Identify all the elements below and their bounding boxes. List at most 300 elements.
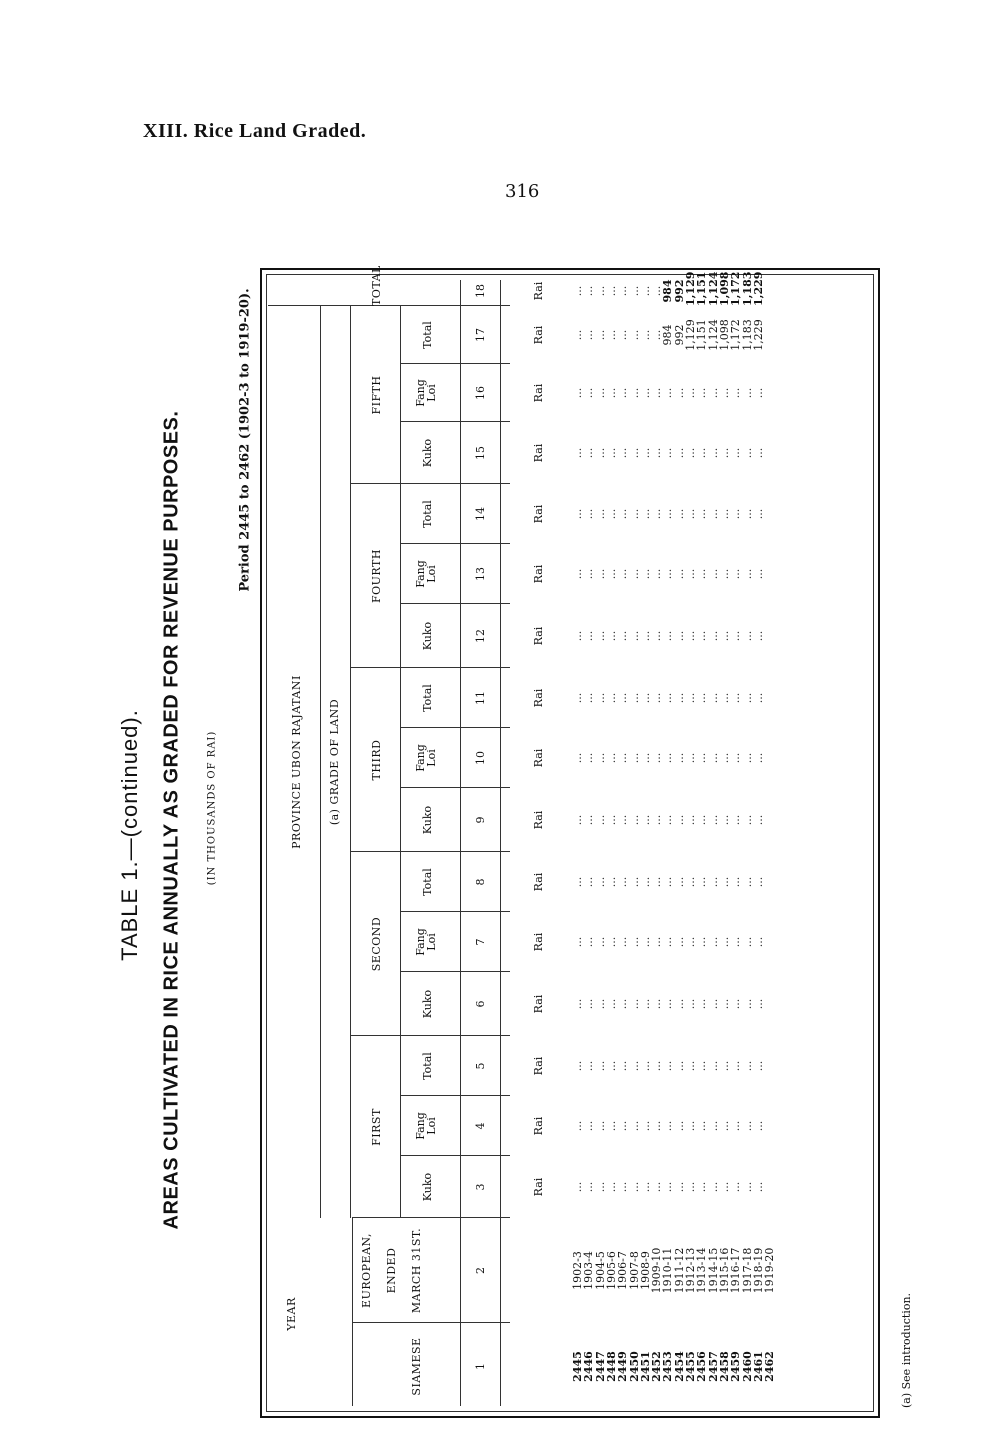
empty-cell: ... <box>571 692 584 704</box>
grand-total-value: 1,129 <box>684 271 697 306</box>
siamese-year: 2459 <box>729 1351 743 1382</box>
column-number: 6 <box>474 1000 487 1008</box>
empty-cell: ... <box>706 814 720 826</box>
column-number: 15 <box>474 446 487 460</box>
empty-cell: ... <box>627 630 641 642</box>
rule-line <box>400 971 510 972</box>
empty-cell: ... <box>604 752 618 764</box>
siamese-header: SIAMESE <box>410 1337 423 1396</box>
european-year: 1913-14 <box>695 1247 709 1294</box>
european-year: 1916-17 <box>729 1247 743 1294</box>
empty-cell: ... <box>672 1181 686 1193</box>
empty-cell: ... <box>582 1060 596 1072</box>
column-number: 12 <box>474 629 487 643</box>
empty-cell: ... <box>695 692 709 704</box>
empty-cell: ... <box>571 387 584 399</box>
empty-cell: ... <box>684 752 697 764</box>
province-header: PROVINCE UBON RAJATANI <box>290 675 303 849</box>
empty-cell: ... <box>751 752 765 764</box>
fifth-total-value: 1,229 <box>751 319 765 351</box>
empty-cell: ... <box>616 752 630 764</box>
empty-cell: ... <box>751 387 765 399</box>
empty-cell: ... <box>706 752 720 764</box>
empty-cell: ... <box>593 814 607 826</box>
rule-line <box>400 421 510 422</box>
empty-cell: ... <box>751 630 765 642</box>
european-header-1: EUROPEAN, <box>360 1233 373 1308</box>
empty-cell: ... <box>627 876 641 888</box>
column-number: 4 <box>474 1122 487 1130</box>
empty-cell: ... <box>751 447 765 459</box>
rule-line <box>400 363 510 364</box>
empty-cell: ... <box>740 936 754 948</box>
empty-cell: ... <box>706 998 720 1010</box>
empty-cell: ... <box>616 998 630 1010</box>
grade-second: SECOND <box>370 916 383 972</box>
siamese-year: 2456 <box>695 1351 709 1382</box>
empty-cell: ... <box>706 630 720 642</box>
grade-header: (a) GRADE OF LAND <box>328 698 341 826</box>
european-year: 1908-9 <box>638 1251 652 1290</box>
empty-cell: ... <box>661 568 675 580</box>
empty-cell: ... <box>706 387 720 399</box>
unit-label: Rai <box>532 564 545 584</box>
subheader-kuko: Kuko <box>421 805 434 835</box>
fifth-total-value: ... <box>638 329 652 341</box>
empty-cell: ... <box>616 814 630 826</box>
column-number: 1 <box>474 1363 487 1370</box>
empty-cell: ... <box>582 936 596 948</box>
empty-cell: ... <box>729 936 743 948</box>
fifth-total-value: ... <box>593 329 607 341</box>
empty-cell: ... <box>661 936 675 948</box>
empty-cell: ... <box>751 998 765 1010</box>
rule-line <box>460 280 461 1406</box>
empty-cell: ... <box>616 1060 630 1072</box>
grand-total-value: 1,151 <box>695 271 709 306</box>
empty-cell: ... <box>604 1181 618 1193</box>
empty-cell: ... <box>684 508 697 520</box>
empty-cell: ... <box>717 936 731 948</box>
column-number: 18 <box>474 284 487 298</box>
empty-cell: ... <box>706 508 720 520</box>
unit-label: Rai <box>532 1056 545 1076</box>
fifth-total-value: ... <box>582 329 596 341</box>
grand-total-value: 1,124 <box>706 271 720 306</box>
empty-cell: ... <box>604 998 618 1010</box>
empty-cell: ... <box>751 876 765 888</box>
fifth-total-value: 984 <box>661 324 675 346</box>
empty-cell: ... <box>684 568 697 580</box>
empty-cell: ... <box>717 508 731 520</box>
unit-label: Rai <box>532 1177 545 1197</box>
empty-cell: ... <box>695 568 709 580</box>
empty-cell: ... <box>650 630 664 642</box>
fifth-total-value: ... <box>650 329 664 341</box>
empty-cell: ... <box>627 508 641 520</box>
fifth-total-value: 1,172 <box>729 319 743 351</box>
empty-cell: ... <box>582 692 596 704</box>
grand-total-value: ... <box>582 285 596 297</box>
siamese-year: 2458 <box>717 1351 731 1382</box>
empty-cell: ... <box>751 1181 765 1193</box>
subheader-fang-loi: Fang Loi <box>414 928 438 956</box>
empty-cell: ... <box>593 387 607 399</box>
column-number: 16 <box>474 386 487 400</box>
column-number: 11 <box>474 691 487 705</box>
european-year: 1911-12 <box>672 1247 686 1294</box>
empty-cell: ... <box>593 1181 607 1193</box>
empty-cell: ... <box>684 1060 697 1072</box>
empty-cell: ... <box>582 876 596 888</box>
unit-note: (IN THOUSANDS OF RAI) <box>206 730 218 886</box>
total-header: TOTAL <box>370 265 383 306</box>
subheader-fang-loi: Fang Loi <box>414 560 438 588</box>
empty-cell: ... <box>593 1120 607 1132</box>
empty-cell: ... <box>672 387 686 399</box>
year-header: YEAR <box>285 1297 298 1331</box>
empty-cell: ... <box>729 998 743 1010</box>
empty-cell: ... <box>616 936 630 948</box>
siamese-year: 2445 <box>571 1351 584 1382</box>
empty-cell: ... <box>593 1060 607 1072</box>
empty-cell: ... <box>672 1060 686 1072</box>
empty-cell: ... <box>706 1060 720 1072</box>
empty-cell: ... <box>604 508 618 520</box>
european-year: 1914-15 <box>706 1247 720 1294</box>
empty-cell: ... <box>582 447 596 459</box>
empty-cell: ... <box>582 568 596 580</box>
empty-cell: ... <box>604 568 618 580</box>
empty-cell: ... <box>650 1181 664 1193</box>
empty-cell: ... <box>717 568 731 580</box>
empty-cell: ... <box>729 814 743 826</box>
empty-cell: ... <box>661 630 675 642</box>
european-year: 1915-16 <box>717 1247 731 1294</box>
empty-cell: ... <box>695 508 709 520</box>
empty-cell: ... <box>650 936 664 948</box>
subheader-fang-loi: Fang Loi <box>414 744 438 772</box>
rule-line <box>400 911 510 912</box>
empty-cell: ... <box>695 752 709 764</box>
empty-cell: ... <box>684 1120 697 1132</box>
grade-fourth: FOURTH <box>370 549 383 603</box>
empty-cell: ... <box>593 752 607 764</box>
empty-cell: ... <box>729 630 743 642</box>
siamese-year: 2454 <box>672 1351 686 1382</box>
empty-cell: ... <box>661 1181 675 1193</box>
empty-cell: ... <box>571 936 584 948</box>
subheader-kuko: Kuko <box>421 438 434 468</box>
empty-cell: ... <box>571 876 584 888</box>
empty-cell: ... <box>729 1060 743 1072</box>
empty-cell: ... <box>593 936 607 948</box>
grand-total-value: ... <box>650 285 664 297</box>
subheader-total: Total <box>421 1052 434 1080</box>
empty-cell: ... <box>740 508 754 520</box>
empty-cell: ... <box>717 692 731 704</box>
european-year: 1918-19 <box>751 1247 765 1294</box>
empty-cell: ... <box>604 630 618 642</box>
rule-line <box>400 787 510 788</box>
empty-cell: ... <box>717 447 731 459</box>
empty-cell: ... <box>627 692 641 704</box>
empty-cell: ... <box>684 630 697 642</box>
empty-cell: ... <box>571 814 584 826</box>
empty-cell: ... <box>582 814 596 826</box>
empty-cell: ... <box>740 1181 754 1193</box>
empty-cell: ... <box>638 936 652 948</box>
empty-cell: ... <box>672 508 686 520</box>
grand-total-value: ... <box>627 285 641 297</box>
fifth-total-value: 992 <box>672 324 686 346</box>
subheader-total: Total <box>421 684 434 712</box>
empty-cell: ... <box>593 568 607 580</box>
siamese-year: 2446 <box>582 1351 596 1382</box>
empty-cell: ... <box>729 387 743 399</box>
empty-cell: ... <box>717 387 731 399</box>
empty-cell: ... <box>627 752 641 764</box>
siamese-year: 2461 <box>751 1351 765 1382</box>
empty-cell: ... <box>627 1120 641 1132</box>
empty-cell: ... <box>661 998 675 1010</box>
empty-cell: ... <box>604 692 618 704</box>
empty-cell: ... <box>672 998 686 1010</box>
empty-cell: ... <box>627 1060 641 1072</box>
empty-cell: ... <box>729 568 743 580</box>
siamese-year: 2449 <box>616 1351 630 1382</box>
empty-cell: ... <box>650 752 664 764</box>
empty-cell: ... <box>706 447 720 459</box>
column-number: 17 <box>474 328 487 342</box>
fifth-total-value: ... <box>571 329 584 341</box>
subheader-fang-loi: Fang Loi <box>414 1112 438 1140</box>
subheader-total: Total <box>421 868 434 896</box>
empty-cell: ... <box>604 876 618 888</box>
empty-cell: ... <box>604 1120 618 1132</box>
column-number: 3 <box>474 1183 487 1191</box>
european-header-3: MARCH 31ST. <box>410 1227 423 1314</box>
grand-total-value: ... <box>571 285 584 297</box>
empty-cell: ... <box>638 1060 652 1072</box>
empty-cell: ... <box>717 630 731 642</box>
empty-cell: ... <box>638 752 652 764</box>
empty-cell: ... <box>616 508 630 520</box>
empty-cell: ... <box>650 1060 664 1072</box>
empty-cell: ... <box>684 387 697 399</box>
empty-cell: ... <box>672 752 686 764</box>
european-year: 1903-4 <box>582 1251 596 1290</box>
empty-cell: ... <box>751 936 765 948</box>
fifth-total-value: 1,183 <box>740 319 754 351</box>
rule-line <box>500 280 501 1406</box>
empty-cell: ... <box>740 447 754 459</box>
empty-cell: ... <box>627 936 641 948</box>
european-year: 1907-8 <box>627 1251 641 1290</box>
empty-cell: ... <box>740 1060 754 1072</box>
empty-cell: ... <box>582 1181 596 1193</box>
empty-cell: ... <box>571 447 584 459</box>
empty-cell: ... <box>582 508 596 520</box>
table-title: TABLE 1.—(continued). <box>117 709 142 961</box>
european-year: 1910-11 <box>661 1247 675 1294</box>
empty-cell: ... <box>740 630 754 642</box>
empty-cell: ... <box>717 814 731 826</box>
empty-cell: ... <box>627 447 641 459</box>
empty-cell: ... <box>604 447 618 459</box>
unit-label: Rai <box>532 932 545 952</box>
grand-total-value: ... <box>593 285 607 297</box>
empty-cell: ... <box>638 692 652 704</box>
period-label: Period 2445 to 2462 (1902-3 to 1919-20). <box>237 288 253 592</box>
empty-cell: ... <box>571 1181 584 1193</box>
empty-cell: ... <box>751 568 765 580</box>
column-number: 8 <box>474 878 487 886</box>
empty-cell: ... <box>661 814 675 826</box>
unit-label: Rai <box>532 688 545 708</box>
empty-cell: ... <box>627 387 641 399</box>
subheader-kuko: Kuko <box>421 621 434 651</box>
section-heading: XIII. Rice Land Graded. <box>143 120 367 142</box>
empty-cell: ... <box>740 876 754 888</box>
empty-cell: ... <box>661 752 675 764</box>
column-number: 10 <box>474 751 487 765</box>
empty-cell: ... <box>627 1181 641 1193</box>
empty-cell: ... <box>672 568 686 580</box>
empty-cell: ... <box>729 876 743 888</box>
empty-cell: ... <box>593 508 607 520</box>
empty-cell: ... <box>672 814 686 826</box>
european-year: 1919-20 <box>763 1247 777 1294</box>
empty-cell: ... <box>616 1181 630 1193</box>
empty-cell: ... <box>638 1181 652 1193</box>
empty-cell: ... <box>616 630 630 642</box>
empty-cell: ... <box>650 814 664 826</box>
empty-cell: ... <box>638 630 652 642</box>
empty-cell: ... <box>650 508 664 520</box>
empty-cell: ... <box>729 508 743 520</box>
empty-cell: ... <box>684 936 697 948</box>
european-year: 1906-7 <box>616 1251 630 1290</box>
empty-cell: ... <box>729 1181 743 1193</box>
empty-cell: ... <box>695 998 709 1010</box>
fifth-total-value: ... <box>604 329 618 341</box>
european-year: 1912-13 <box>684 1247 697 1294</box>
empty-cell: ... <box>638 876 652 888</box>
empty-cell: ... <box>672 692 686 704</box>
unit-label: Rai <box>532 872 545 892</box>
empty-cell: ... <box>571 752 584 764</box>
empty-cell: ... <box>593 447 607 459</box>
empty-cell: ... <box>604 387 618 399</box>
fifth-total-value: ... <box>616 329 630 341</box>
empty-cell: ... <box>695 814 709 826</box>
empty-cell: ... <box>740 1120 754 1132</box>
empty-cell: ... <box>684 998 697 1010</box>
european-year: 1909-10 <box>650 1247 664 1294</box>
siamese-year: 2455 <box>684 1351 697 1382</box>
siamese-year: 2462 <box>763 1351 777 1382</box>
rule-line <box>400 543 510 544</box>
empty-cell: ... <box>717 1120 731 1132</box>
empty-cell: ... <box>582 630 596 642</box>
siamese-year: 2448 <box>604 1351 618 1382</box>
empty-cell: ... <box>740 752 754 764</box>
european-year: 1917-18 <box>740 1247 754 1294</box>
empty-cell: ... <box>684 692 697 704</box>
empty-cell: ... <box>706 1120 720 1132</box>
rule-line <box>400 1155 510 1156</box>
rule-line <box>320 306 321 1218</box>
empty-cell: ... <box>638 508 652 520</box>
empty-cell: ... <box>638 814 652 826</box>
empty-cell: ... <box>684 1181 697 1193</box>
rotated-table <box>260 265 913 1418</box>
grand-total-value: 1,229 <box>751 271 765 306</box>
empty-cell: ... <box>593 630 607 642</box>
empty-cell: ... <box>740 387 754 399</box>
rule-line <box>400 603 510 604</box>
siamese-year: 2457 <box>706 1351 720 1382</box>
empty-cell: ... <box>717 1181 731 1193</box>
grade-first: FIRST <box>370 1108 383 1146</box>
empty-cell: ... <box>729 447 743 459</box>
empty-cell: ... <box>661 508 675 520</box>
european-year: 1904-5 <box>593 1251 607 1290</box>
empty-cell: ... <box>638 568 652 580</box>
siamese-year: 2450 <box>627 1351 641 1382</box>
unit-label: Rai <box>532 810 545 830</box>
empty-cell: ... <box>672 447 686 459</box>
page-number: 316 <box>505 181 540 202</box>
unit-label: Rai <box>532 748 545 768</box>
empty-cell: ... <box>695 1060 709 1072</box>
european-year: 1905-6 <box>604 1251 618 1290</box>
empty-cell: ... <box>661 1060 675 1072</box>
empty-cell: ... <box>582 1120 596 1132</box>
siamese-year: 2452 <box>650 1351 664 1382</box>
unit-label: Rai <box>532 383 545 403</box>
empty-cell: ... <box>593 998 607 1010</box>
grand-total-value: 992 <box>672 279 686 303</box>
rule-line <box>400 306 401 1218</box>
empty-cell: ... <box>638 387 652 399</box>
empty-cell: ... <box>751 814 765 826</box>
subheader-kuko: Kuko <box>421 989 434 1019</box>
empty-cell: ... <box>604 814 618 826</box>
empty-cell: ... <box>695 876 709 888</box>
grand-total-value: ... <box>616 285 630 297</box>
empty-cell: ... <box>571 630 584 642</box>
european-year: 1902-3 <box>571 1251 584 1290</box>
empty-cell: ... <box>751 1120 765 1132</box>
unit-label: Rai <box>532 994 545 1014</box>
empty-cell: ... <box>661 692 675 704</box>
empty-cell: ... <box>571 1060 584 1072</box>
empty-cell: ... <box>751 508 765 520</box>
grand-total-value: ... <box>604 285 618 297</box>
empty-cell: ... <box>616 447 630 459</box>
empty-cell: ... <box>638 998 652 1010</box>
empty-cell: ... <box>695 447 709 459</box>
column-number: 7 <box>474 938 487 946</box>
empty-cell: ... <box>706 1181 720 1193</box>
empty-cell: ... <box>706 936 720 948</box>
empty-cell: ... <box>616 387 630 399</box>
rule-line <box>350 306 351 1218</box>
empty-cell: ... <box>616 568 630 580</box>
empty-cell: ... <box>616 692 630 704</box>
